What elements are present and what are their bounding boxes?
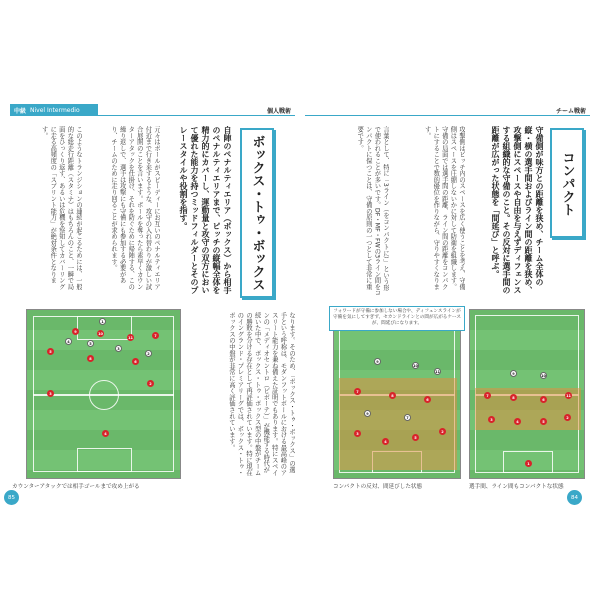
- header-rule: [305, 115, 590, 116]
- player-marker: 4: [514, 418, 521, 425]
- player-marker: 4: [382, 438, 389, 445]
- figure-caption: 選手間、ライン間もコンパクトな状態: [469, 484, 564, 490]
- body-paragraph: 攻撃側はピッチ内のスペースを広く使うことを考え、守備側はスペースを圧縮しないかに対して防衛を組織します。守備の局面では選手間の距離、ライン間の距離をコンパクトにすることで数的優位を作りながら、守りやすくなります。: [423, 126, 465, 290]
- player-marker: 6: [424, 396, 431, 403]
- player-marker: 4: [102, 430, 109, 437]
- section-header-text: 個人戦術: [266, 107, 291, 115]
- player-marker: 3: [354, 430, 361, 437]
- pitch-diagram-stretched: [333, 309, 461, 479]
- player-marker: 1: [99, 318, 106, 325]
- body-paragraph: 元々はボールがスピーディーにお互いのペナルティエリア付近まで行き来するような、攻守の入れ替わりが激しい試合展開のことを言います。ボールを奪ったら素早くカウンターアタックを仕掛け、それを防ぐために帰陣する、この繰り返しで、選手は攻撃にも守備にも参加する必要があり、チームのために走り回ることが求められます。: [110, 126, 160, 290]
- player-marker: 9: [364, 410, 371, 417]
- body-paragraph-continued: なります。そのため、「ボックス・トゥ・ボックス」の選手という呼称は、モダンフットボールにおける最高峰のアスリート能力を兼ね備えた証明でもあります。特にスペインの「メディオセントロ（ピボーテ）」が機能する時代が続いた中で、ボックス・トゥ・ボックス型の中盤がチームの勝敗を分ける存在として再評価されています。特に現在のイングランド・プレミアリーグでは、ボックス・トゥ・ボックスの中盤が非常に高く評価されています。: [227, 312, 295, 476]
- player-marker: 2: [439, 428, 446, 435]
- player-marker: 11: [435, 369, 440, 374]
- player-marker: 7: [354, 388, 361, 395]
- section-header-text: チーム戦術: [555, 107, 586, 115]
- player-marker: 8: [510, 394, 517, 401]
- level-subtitle: Nivel Intermedio: [30, 106, 80, 114]
- player-marker: 7: [404, 414, 411, 421]
- player-marker: 8: [87, 355, 94, 362]
- player-marker: 7: [152, 332, 159, 339]
- player-marker: 11: [128, 335, 133, 340]
- player-marker: 5: [540, 418, 547, 425]
- player-marker: 2: [564, 414, 571, 421]
- player-marker: 5: [47, 348, 54, 355]
- player-marker: 2: [145, 350, 152, 357]
- player-marker: 9: [374, 358, 381, 365]
- level-label: 中級: [14, 107, 27, 115]
- figure-caption: カウンターアタックでは相手ゴールまで攻め上がる: [12, 484, 140, 490]
- player-marker: 4: [65, 338, 72, 345]
- page-title: コンパクト: [550, 128, 584, 238]
- figure-caption: コンパクトの反対、間延びした状態: [333, 484, 423, 490]
- player-marker: 10: [541, 373, 546, 378]
- player-marker: 10: [98, 331, 103, 336]
- body-paragraph: 言葉として、特に「3ライン（をコンパクトに）」という形で使われることが多いです。DF・MF・FWの3ライン間をコンパクトに保つことは、守備の原則の一つとして非常に重要です。: [356, 126, 389, 296]
- body-paragraph: このようなトランジションの連続が起こるためには、一般的な総走行距離（スタミナ）はもちろんのこと、一瞬で局面をひっくり返す、あるいは危機を察知してカバーリングに走る高頻度の「スプリント能力」が絶対条件となります。: [40, 126, 82, 290]
- lead-paragraph: 守備側が味方との距離を狭め、チーム全体の縦・横の選手間およびライン間の距離を狭め、攻撃側にスペースや自由を与えずディフェンスする組織的な守備のこと。その反対に選手間の距離が広がった状態を「間延び」と呼ぶ。: [491, 126, 544, 294]
- header-rule: [98, 115, 295, 116]
- page-title: ボックス・トゥ・ボックス: [240, 128, 274, 298]
- player-marker: 6: [132, 358, 139, 365]
- player-marker: 3: [115, 345, 122, 352]
- player-marker: 1: [525, 460, 532, 467]
- player-marker: 9: [72, 328, 79, 335]
- page-number: 85: [4, 490, 19, 505]
- player-marker: 6: [540, 396, 547, 403]
- player-marker: 11: [566, 393, 571, 398]
- player-marker: 3: [488, 416, 495, 423]
- player-marker: 9: [510, 370, 517, 377]
- player-marker: 10: [413, 363, 418, 368]
- callout-box: フォワードが守備に参加しない場合や、ディフェンスラインが守備を気にしてすぎず、セカンドラインとの間が広がるケースが、間延びになります。: [329, 306, 465, 331]
- player-marker: 5: [412, 434, 419, 441]
- player-marker: 3: [47, 390, 54, 397]
- level-tag: [10, 104, 98, 116]
- player-marker: 2: [147, 380, 154, 387]
- player-marker: 7: [484, 392, 491, 399]
- pitch-diagram-compact: [469, 309, 585, 479]
- lead-paragraph: 自陣のペナルティエリア（ボックス）から相手のペナルティエリアまで、ピッチの縦幅全体を精力的にカバーし、運動量と攻守の双方において優れた能力を持つミッドフィルダーとそのプレースタイルや役割を指す。: [179, 126, 232, 294]
- page-number: 84: [567, 490, 582, 505]
- player-marker: 8: [389, 392, 396, 399]
- player-marker: 5: [87, 340, 94, 347]
